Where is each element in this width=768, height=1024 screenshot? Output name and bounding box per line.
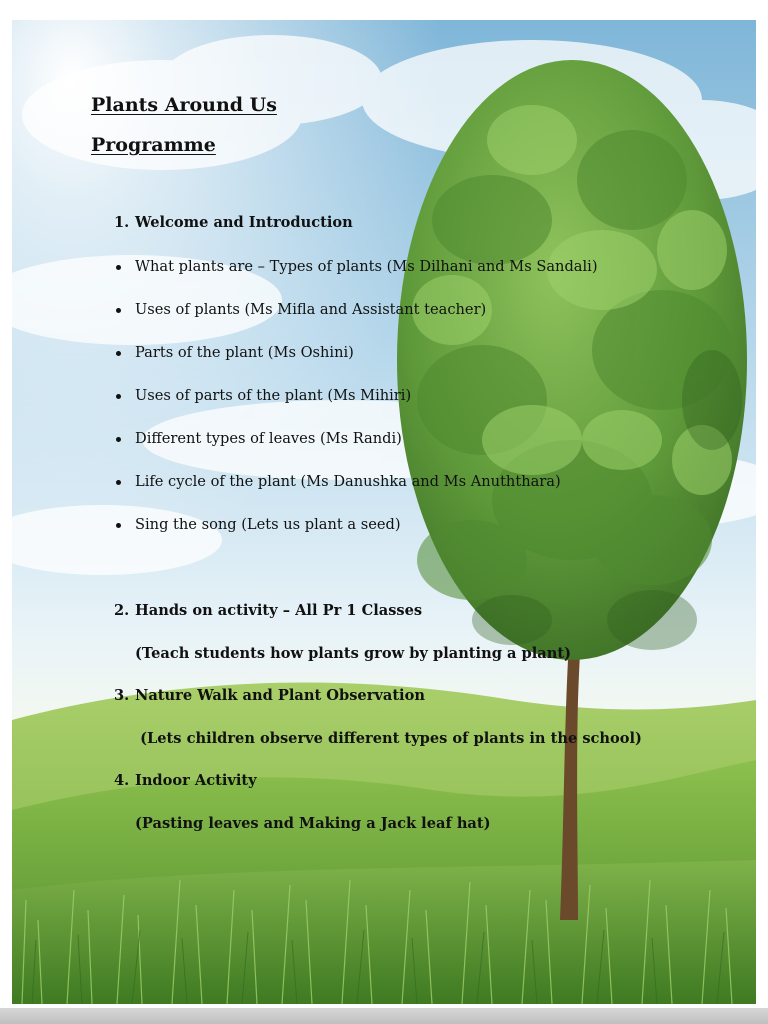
bullet-marker (116, 437, 121, 442)
section-number: 3. (114, 687, 130, 704)
section-3-heading: Nature Walk and Plant Observation (135, 687, 425, 704)
section-number: 2. (114, 602, 130, 619)
bullet-item: What plants are – Types of plants (Ms Dilhani and Ms Sandali) (135, 258, 598, 275)
document-subtitle: Programme (91, 134, 216, 156)
section-2-note: (Teach students how plants grow by planting a plant) (135, 645, 571, 662)
bullet-item: Parts of the plant (Ms Oshini) (135, 344, 354, 361)
bullet-marker (116, 394, 121, 399)
bullet-item: Different types of leaves (Ms Randi) (135, 430, 402, 447)
bullet-marker (116, 308, 121, 313)
bullet-item: Uses of parts of the plant (Ms Mihiri) (135, 387, 412, 404)
section-3-note: (Lets children observe different types of plants in the school) (135, 730, 642, 747)
bullet-marker (116, 351, 121, 356)
section-1 (114, 214, 129, 231)
bullet-marker (116, 480, 121, 485)
section-number: 4. (114, 772, 130, 789)
programme-content (12, 20, 756, 1004)
bullet-item: Uses of plants (Ms Mifla and Assistant teacher) (135, 301, 487, 318)
bullet-item: Sing the song (Lets us plant a seed) (135, 516, 401, 533)
section-4-note: (Pasting leaves and Making a Jack leaf hat) (135, 815, 491, 832)
document-page (12, 20, 756, 1004)
section-2-heading: Hands on activity – All Pr 1 Classes (135, 602, 423, 619)
bullet-item: Life cycle of the plant (Ms Danushka and Ms Anuththara) (135, 473, 561, 490)
section-1-heading: Welcome and Introduction (135, 214, 353, 231)
document-title: Plants Around Us (91, 94, 277, 116)
bullet-marker (116, 265, 121, 270)
section-4-heading: Indoor Activity (135, 772, 257, 789)
section-number: 1. (114, 214, 130, 231)
page-bottom-edge (0, 1008, 768, 1024)
bullet-marker (116, 523, 121, 528)
